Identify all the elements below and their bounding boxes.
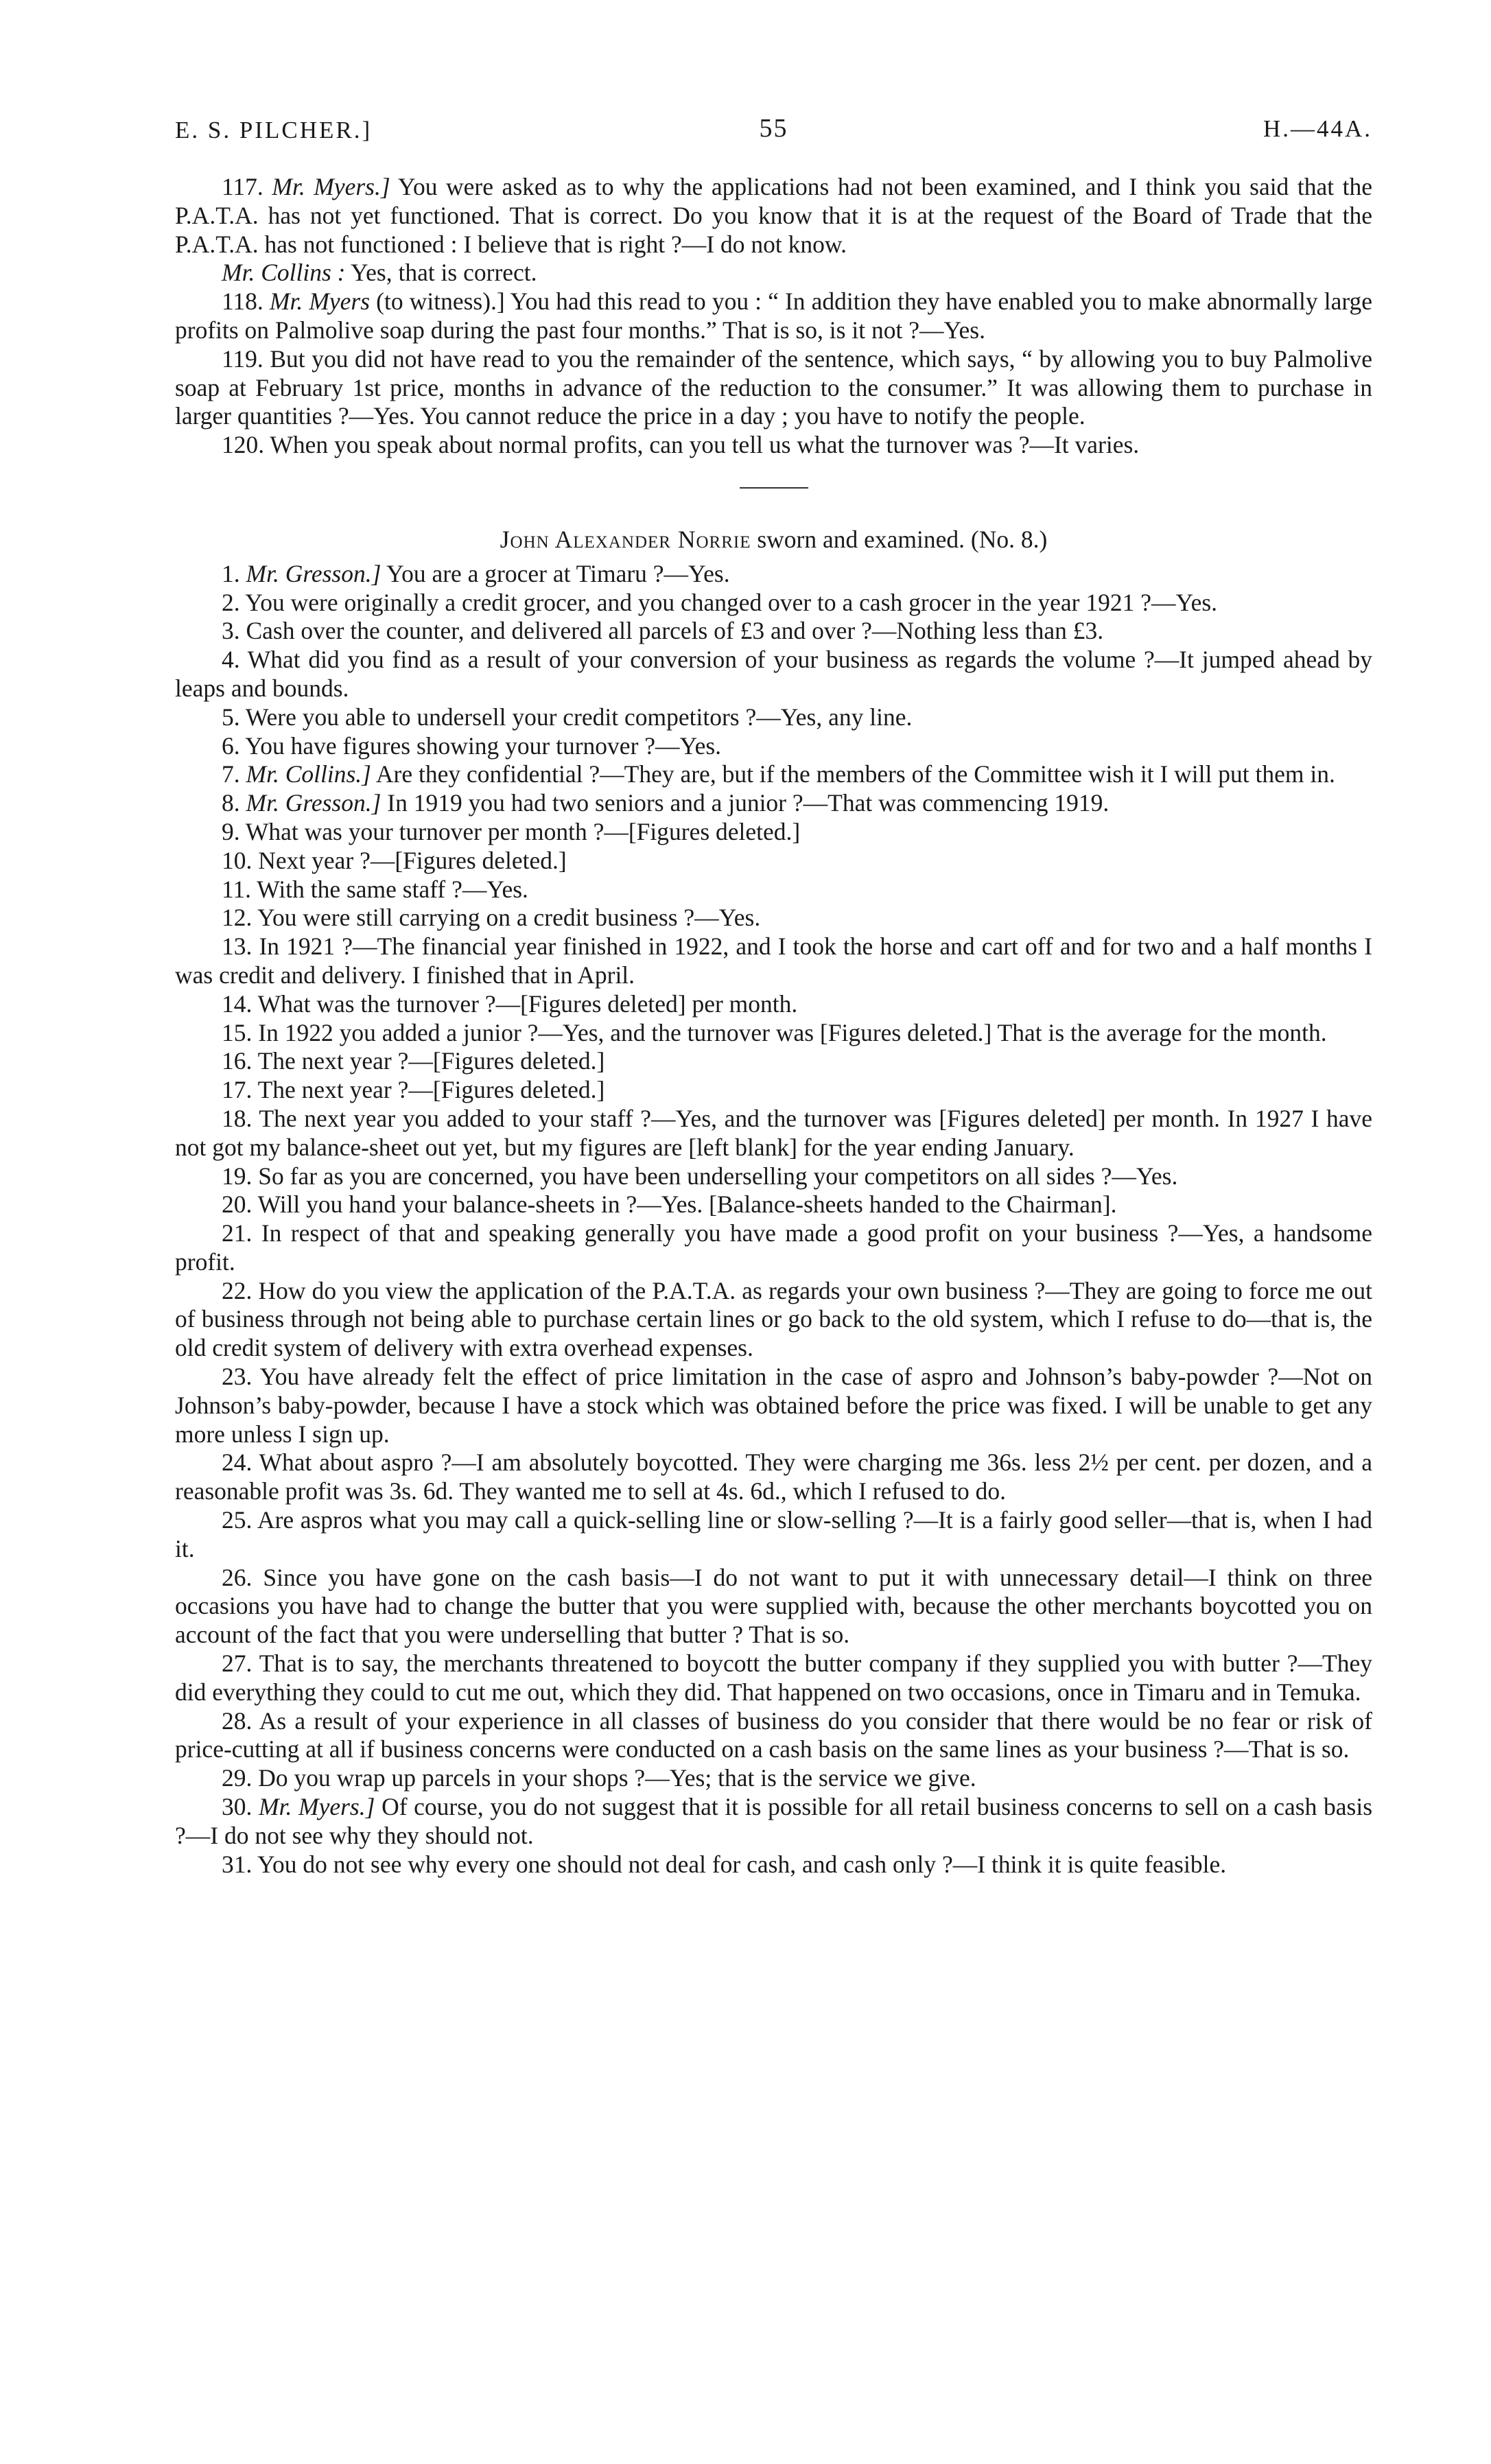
document-body xyxy=(175,173,1372,1879)
header-report-code: H.—44A. xyxy=(1263,115,1372,142)
question-text: As a result of your experience in all classes of business do you consider that there would be no fear or risk of price-cutting at all if business concerns were conducted on a cash basis on the same lines as your business ?—That is so. xyxy=(175,1706,1372,1763)
question-paragraph xyxy=(175,1277,1372,1363)
speaker-label: Mr. Myers xyxy=(269,288,371,316)
question-paragraph xyxy=(175,1019,1372,1048)
question-number: 2. xyxy=(222,588,240,616)
question-number: 13. xyxy=(222,932,253,961)
question-paragraph xyxy=(175,847,1372,876)
section-divider xyxy=(175,460,1372,516)
speaker-label: Mr. Collins : xyxy=(222,259,346,287)
question-paragraph xyxy=(175,1707,1372,1765)
question-text: You have already felt the effect of price limitation in the case of aspro and Johnson’s baby-powder ?—Not on Johnson’s baby-powder, because I have a stock which was obtained before the price was fixed. I will be unable to get any more unless I sign up. xyxy=(175,1363,1372,1448)
question-number: 23. xyxy=(222,1363,253,1391)
question-paragraph xyxy=(175,932,1372,990)
question-paragraph xyxy=(175,732,1372,761)
question-text: In respect of that and speaking generally you have made a good profit on your business ?—Yes, a handsome profit. xyxy=(175,1219,1372,1276)
question-paragraph xyxy=(175,1162,1372,1191)
question-number: 30. xyxy=(222,1793,253,1821)
question-number: 27. xyxy=(222,1650,253,1678)
question-text: Yes, that is correct. xyxy=(351,259,537,287)
question-paragraph xyxy=(175,617,1372,646)
question-paragraph xyxy=(175,173,1372,259)
speaker-label: Mr. Myers.] xyxy=(272,173,390,200)
question-text: You were still carrying on a credit business ?—Yes. xyxy=(257,904,761,932)
question-number: 17. xyxy=(222,1076,253,1104)
question-paragraph xyxy=(175,1047,1372,1076)
question-number: 24. xyxy=(222,1448,253,1477)
question-text: You do not see why every one should not deal for cash, and cash only ?—I think it is quite feasible. xyxy=(257,1850,1227,1878)
question-text: Do you wrap up parcels in your shops ?—Yes; that is the service we give. xyxy=(258,1764,976,1792)
question-text: With the same staff ?—Yes. xyxy=(257,875,528,903)
question-paragraph xyxy=(175,1105,1372,1162)
witness-heading xyxy=(175,526,1372,554)
question-number: 18. xyxy=(222,1104,253,1132)
question-number: 1. xyxy=(222,559,240,587)
question-text: Cash over the counter, and delivered all parcels of £3 and over ?—Nothing less than £3. xyxy=(246,617,1104,645)
question-text: What was the turnover ?—[Figures deleted] per month. xyxy=(257,989,798,1018)
question-paragraph xyxy=(175,431,1372,460)
speaker-label: Mr. Gresson.] xyxy=(246,559,381,587)
question-number: 28. xyxy=(222,1706,253,1735)
question-number: 6. xyxy=(222,731,240,760)
question-paragraph xyxy=(175,1564,1372,1650)
question-number: 117. xyxy=(222,173,263,200)
question-paragraph xyxy=(175,288,1372,345)
question-text: That is to say, the merchants threatened to boycott the butter company if they supplied you with butter ?—They did everything they could to cut me out, which they did. That happened on two occasions, once in Timaru and in Temuka. xyxy=(175,1650,1373,1706)
question-number: 120. xyxy=(222,431,265,459)
question-text: How do you view the application of the P.A.T.A. as regards your own business ?—They are going to force me out of business through not being able to purchase certain lines or go back to the old system, which I refuse to do—that is, the old credit system of delivery with extra overhead expenses. xyxy=(175,1276,1372,1362)
witness-heading-rest: sworn and examined. (No. 8.) xyxy=(757,525,1048,553)
question-text: You are a grocer at Timaru ?—Yes. xyxy=(386,559,730,587)
question-number: 12. xyxy=(222,904,253,932)
question-text: You were originally a credit grocer, and you changed over to a cash grocer in the year 1921 ?—Yes. xyxy=(245,588,1218,616)
question-paragraph xyxy=(175,1506,1372,1564)
page-number: 55 xyxy=(759,114,788,143)
question-number: 8. xyxy=(222,789,240,817)
question-paragraph xyxy=(175,789,1372,818)
question-number: 119. xyxy=(222,344,263,373)
evidence-part-2 xyxy=(175,560,1372,1879)
question-number: 10. xyxy=(222,846,253,874)
question-paragraph xyxy=(175,1793,1372,1851)
question-number: 11. xyxy=(222,875,252,903)
question-paragraph xyxy=(175,760,1372,789)
question-text: What did you find as a result of your conversion of your business as regards the volume ?—It jumped ahead by leaps and bounds. xyxy=(175,646,1373,702)
question-paragraph xyxy=(175,990,1372,1019)
question-text: In 1922 you added a junior ?—Yes, and the turnover was [Figures deleted.] That is the average for the month. xyxy=(258,1018,1327,1046)
witness-name: John Alexander Norrie xyxy=(500,525,751,553)
question-number: 31. xyxy=(222,1850,253,1878)
question-number: 22. xyxy=(222,1276,253,1304)
header-witness: E. S. PILCHER.] xyxy=(175,117,373,143)
question-paragraph xyxy=(175,560,1372,589)
question-number: 7. xyxy=(222,760,240,788)
question-text: When you speak about normal profits, can you tell us what the turnover was ?—It varies. xyxy=(270,431,1140,459)
question-number: 16. xyxy=(222,1047,253,1075)
question-number: 5. xyxy=(222,703,240,731)
question-paragraph xyxy=(175,345,1372,431)
question-paragraph xyxy=(175,1650,1372,1707)
question-number: 20. xyxy=(222,1190,253,1219)
question-text: So far as you are concerned, you have been underselling your competitors on all sides ?—Yes. xyxy=(258,1162,1178,1190)
question-text: The next year you added to your staff ?—Yes, and the turnover was [Figures deleted] per month. In 1927 I have not got my balance-sheet out yet, but my figures are [left blank] for the year ending January. xyxy=(175,1104,1372,1161)
question-paragraph xyxy=(175,259,1372,288)
question-number: 3. xyxy=(222,617,240,645)
question-paragraph xyxy=(175,1363,1372,1448)
speaker-label: Mr. Collins.] xyxy=(246,760,371,788)
question-text: Were you able to undersell your credit competitors ?—Yes, any line. xyxy=(245,703,913,731)
question-text: Will you hand your balance-sheets in ?—Yes. [Balance-sheets handed to the Chairman]. xyxy=(257,1190,1117,1219)
question-text: Are they confidential ?—They are, but if the members of the Committee wish it I will put them in. xyxy=(375,760,1335,788)
question-number: 118. xyxy=(222,288,263,316)
evidence-part-1 xyxy=(175,173,1372,460)
question-text: In 1919 you had two seniors and a junior ?—That was commencing 1919. xyxy=(387,789,1110,817)
question-number: 9. xyxy=(222,817,240,845)
question-text: Of course, you do not suggest that it is possible for all retail business concerns to sell on a cash basis ?—I do not see why they should not. xyxy=(175,1793,1373,1849)
question-text: The next year ?—[Figures deleted.] xyxy=(257,1076,605,1104)
question-paragraph xyxy=(175,589,1372,618)
question-number: 19. xyxy=(222,1162,253,1190)
question-text: You were asked as to why the applications had not been examined, and I think you said that the P.A.T.A. has not yet functioned. That is correct. Do you know that it is at the request of the Board of Trade that the P.A.T.A. has not functioned : I believe that is right ?—I do not know. xyxy=(175,173,1373,258)
question-number: 29. xyxy=(222,1764,253,1792)
question-number: 25. xyxy=(222,1506,253,1534)
question-paragraph xyxy=(175,703,1372,732)
question-text: (to witness).] You had this read to you : “ In addition they have enabled you to make abnormally large profits on Palmolive soap during the past four months.” That is so, is it not ?—Yes. xyxy=(175,288,1373,344)
question-text: What was your turnover per month ?—[Figures deleted.] xyxy=(245,817,801,845)
question-paragraph xyxy=(175,1764,1372,1793)
question-number: 26. xyxy=(222,1563,253,1591)
divider-rule xyxy=(740,487,808,489)
question-paragraph xyxy=(175,1076,1372,1105)
question-paragraph xyxy=(175,1190,1372,1219)
question-text: What about aspro ?—I am absolutely boycotted. They were charging me 36s. less 2½ per cent. per dozen, and a reasonable profit was 3s. 6d. They wanted me to sell at 4s. 6d., which I refused to do. xyxy=(175,1448,1372,1505)
question-paragraph xyxy=(175,818,1372,847)
question-number: 14. xyxy=(222,989,253,1018)
speaker-label: Mr. Myers.] xyxy=(259,1793,375,1821)
running-header xyxy=(175,110,1372,151)
document-page xyxy=(175,110,1372,1879)
question-text: Since you have gone on the cash basis—I do not want to put it with unnecessary detail—I think on three occasions you have had to change the butter that you were supplied with, because the other merchants boycotted you on account of the fact that you were underselling that butter ? That is so. xyxy=(175,1563,1373,1649)
speaker-label: Mr. Gresson.] xyxy=(246,789,381,817)
question-paragraph xyxy=(175,1851,1372,1879)
question-number: 4. xyxy=(222,646,240,674)
question-text: In 1921 ?—The financial year finished in 1922, and I took the horse and cart off and for two and a half months I was credit and delivery. I finished that in April. xyxy=(175,932,1373,989)
question-text: The next year ?—[Figures deleted.] xyxy=(257,1047,605,1075)
question-text: But you did not have read to you the remainder of the sentence, which says, “ by allowing you to buy Palmolive soap at February 1st price, months in advance of the reduction to the consumer.” It was allowing them to purchase in larger quantities ?—Yes. You cannot reduce the price in a day ; you have to notify the people. xyxy=(175,344,1372,430)
question-paragraph xyxy=(175,1448,1372,1506)
question-paragraph xyxy=(175,876,1372,904)
question-number: 21. xyxy=(222,1219,253,1247)
question-text: Are aspros what you may call a quick-selling line or slow-selling ?—It is a fairly good seller—that is, when I had it. xyxy=(175,1506,1372,1562)
question-number: 15. xyxy=(222,1018,253,1046)
question-paragraph xyxy=(175,646,1372,703)
question-paragraph xyxy=(175,904,1372,932)
question-text: Next year ?—[Figures deleted.] xyxy=(258,846,567,874)
question-text: You have figures showing your turnover ?—Yes. xyxy=(245,731,722,760)
question-paragraph xyxy=(175,1219,1372,1277)
